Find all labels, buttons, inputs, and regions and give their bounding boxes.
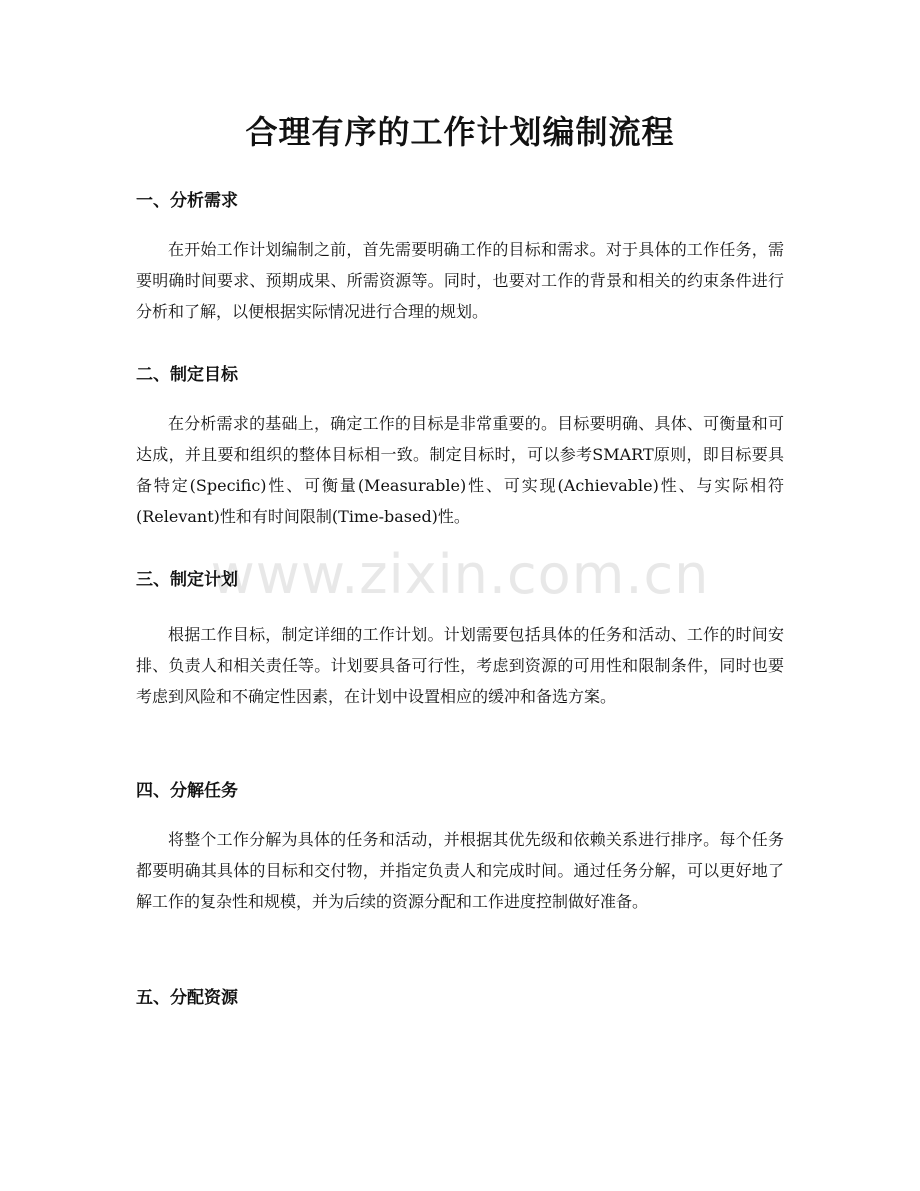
section-body-1: 在开始工作计划编制之前，首先需要明确工作的目标和需求。对于具体的工作任务，需要明确时间要求、预期成果、所需资源等。同时，也要对工作的背景和相关的约束条件进行分析和了解，以便根据实际情况进行合理的规划。 [136, 240, 784, 321]
section-heading-4: 四、分解任务 [136, 781, 238, 801]
section-heading-3: 三、制定计划 [136, 570, 238, 590]
section-heading-5: 五、分配资源 [136, 988, 238, 1008]
section-heading-2: 二、制定目标 [136, 365, 238, 385]
section-body-4: 将整个工作分解为具体的任务和活动，并根据其优先级和依赖关系进行排序。每个任务都要明确其具体的目标和交付物，并指定负责人和完成时间。通过任务分解，可以更好地了解工作的复杂性和规模，并为后续的资源分配和工作进度控制做好准备。 [136, 830, 784, 911]
watermark: www.zixin.com.cn [210, 543, 710, 606]
page-title: 合理有序的工作计划编制流程 [245, 113, 675, 151]
section-body-3: 根据工作目标，制定详细的工作计划。计划需要包括具体的任务和活动、工作的时间安排、负责人和相关责任等。计划要具备可行性，考虑到资源的可用性和限制条件，同时也要考虑到风险和不确定性因素，在计划中设置相应的缓冲和备选方案。 [136, 625, 784, 706]
section-body-2: 在分析需求的基础上，确定工作的目标是非常重要的。目标要明确、具体、可衡量和可达成，并且要和组织的整体目标相一致。制定目标时，可以参考SMART原则，即目标要具备特定(Specific)性、可衡量(Measurable)性、可实现(Achievable)性、与实际相符(Relevant)性和有时间限制(Time-based)性。 [136, 414, 784, 526]
section-heading-1: 一、分析需求 [136, 191, 238, 211]
